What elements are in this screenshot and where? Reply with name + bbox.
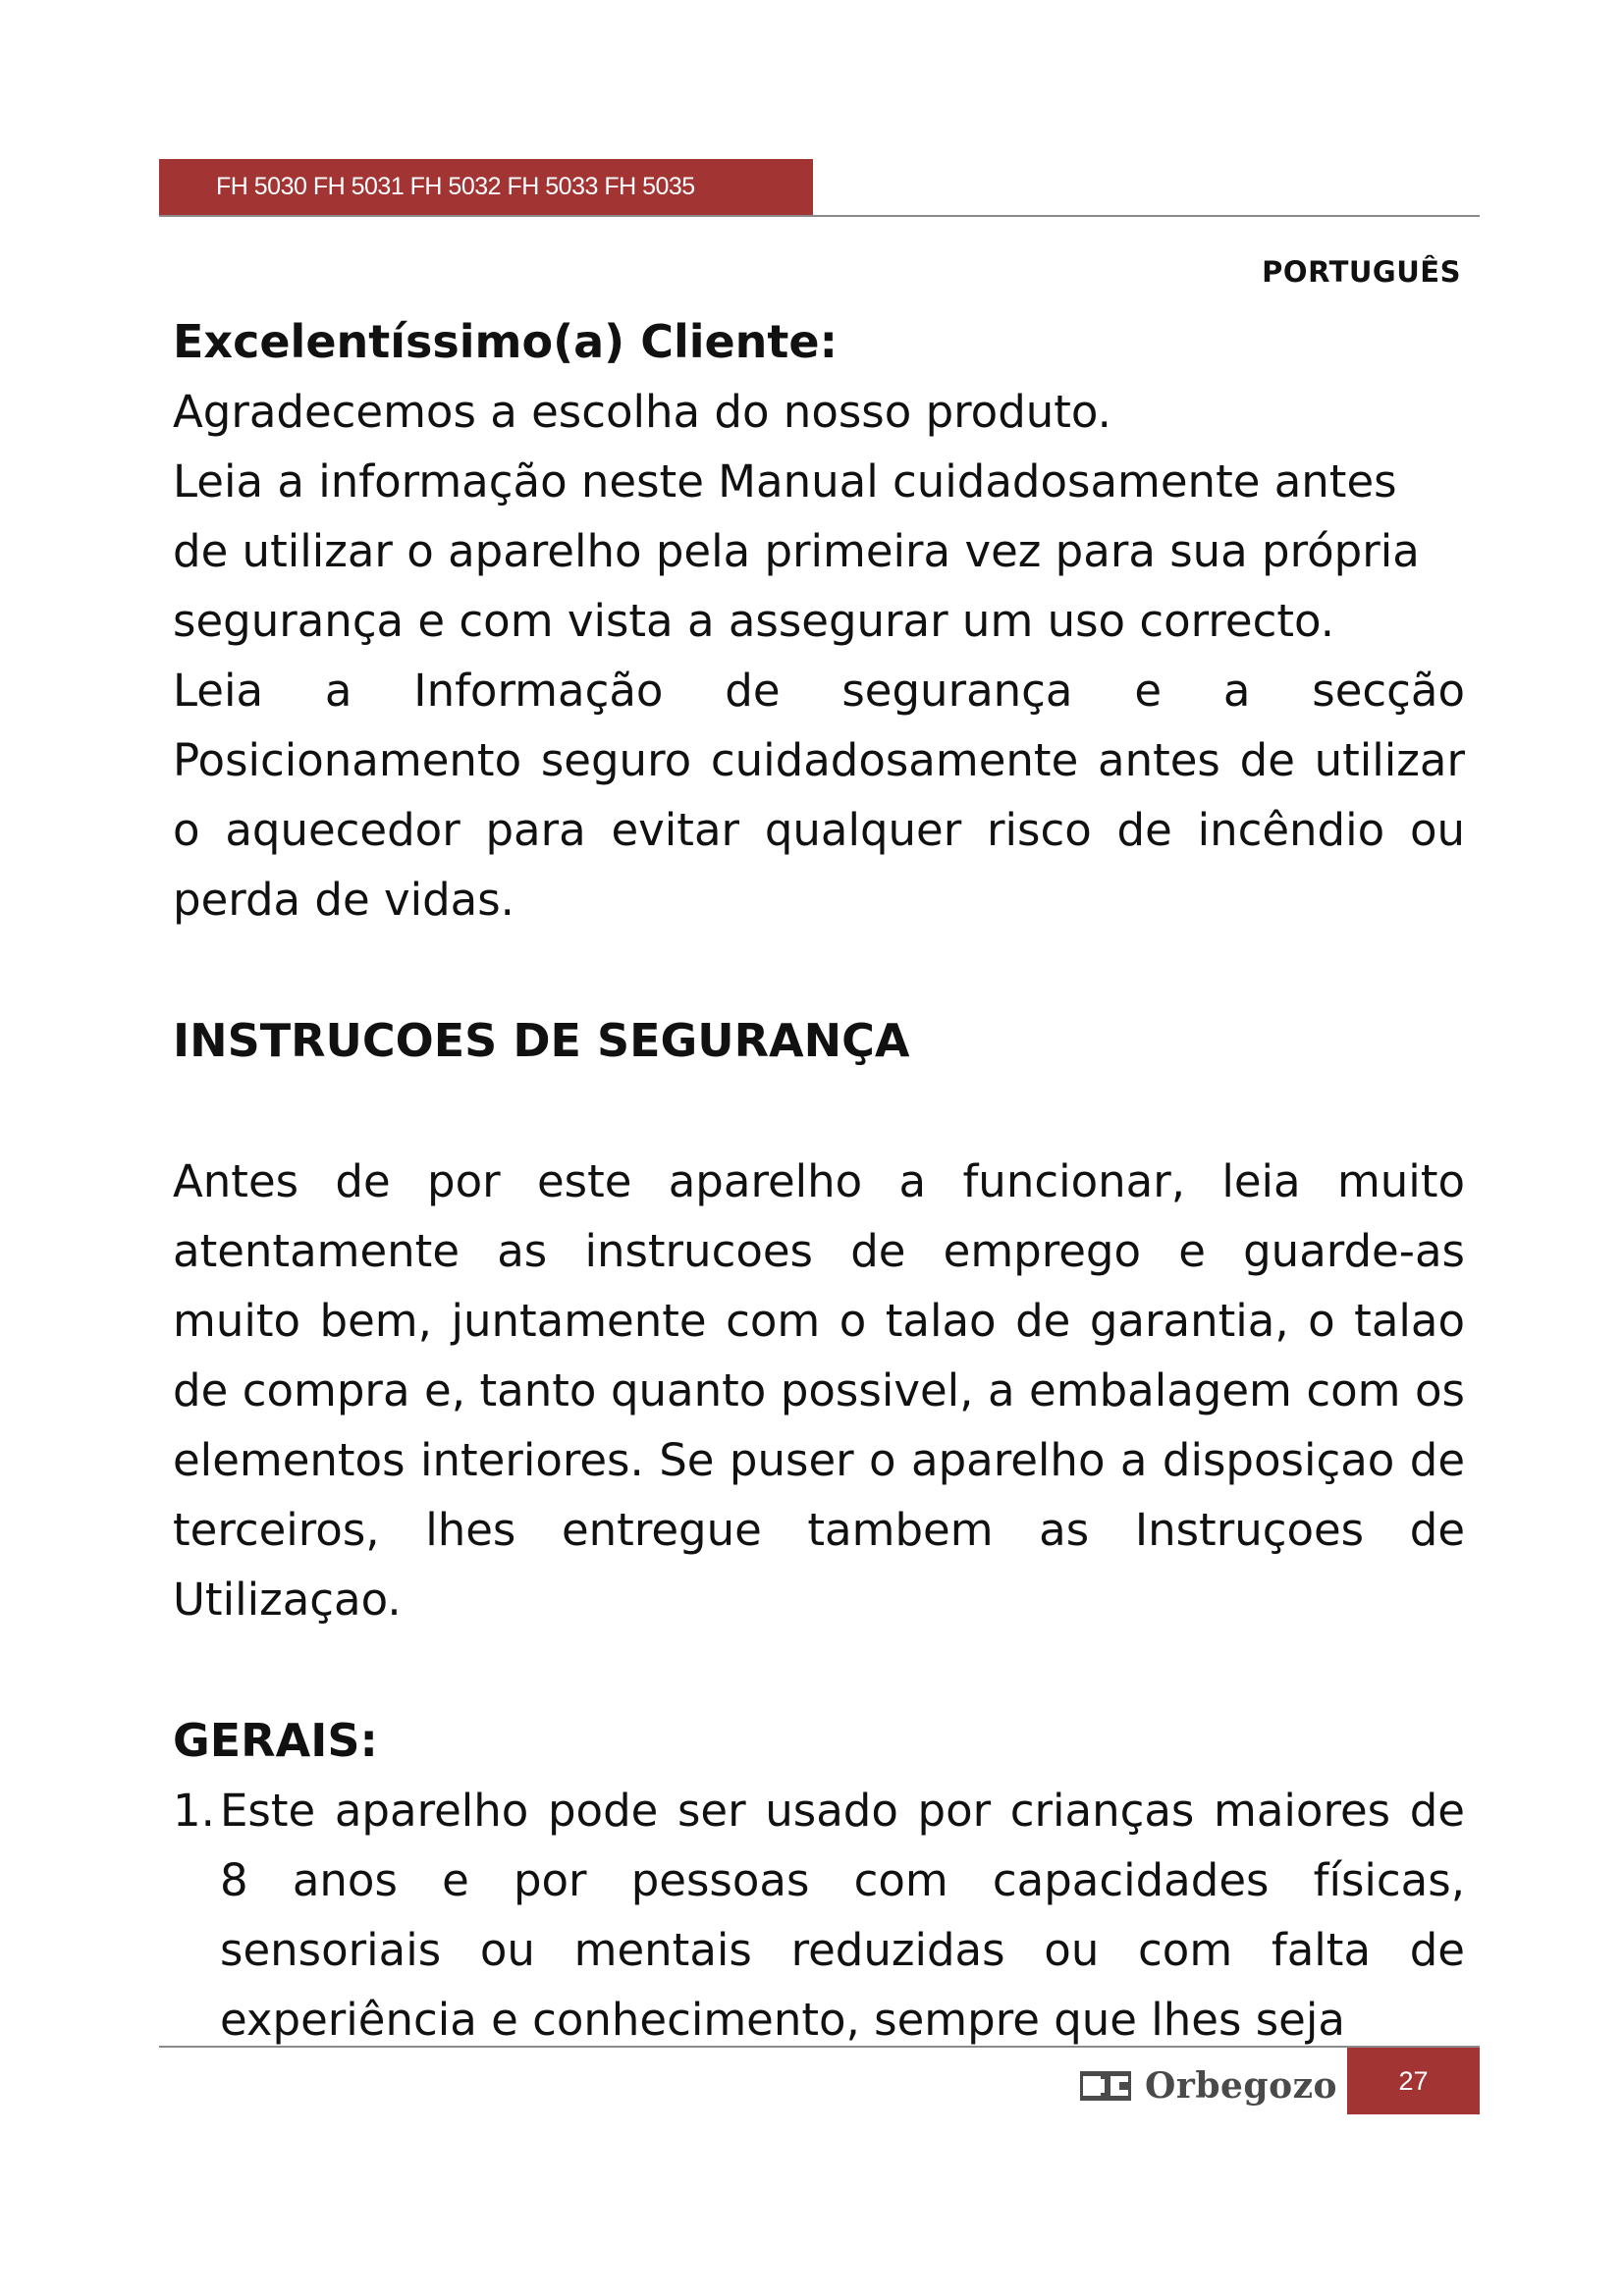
read-manual-paragraph: Leia a informação neste Manual cuidadosamente antes de utilizar o aparelho pela primeira vez para sua própria segurança e com vista a assegurar um uso correcto.: [173, 455, 1420, 647]
header-divider: [159, 215, 1480, 217]
page-number: 27: [1398, 2066, 1429, 2096]
brand-wordmark: Orbegozo: [1145, 2065, 1338, 2107]
language-label: PORTUGUÊS: [1262, 255, 1461, 289]
thanks-paragraph: Agradecemos a escolha do nosso produto.: [173, 386, 1111, 438]
model-list: FH 5030 FH 5031 FH 5032 FH 5033 FH 5035: [216, 173, 695, 200]
list-item-text: Este aparelho pode ser usado por crianças maiores de 8 anos e por pessoas com capacidades físicas, sensoriais ou mentais reduzidas ou com falta de experiência e conhecimento, sempre que lhes seja: [220, 1785, 1465, 2046]
model-header-band: [159, 159, 813, 215]
footer-divider: [159, 2046, 1480, 2048]
general-heading: GERAIS:: [173, 1714, 378, 1767]
list-item-number: 1.: [173, 1785, 215, 1837]
safety-paragraph: Antes de por este aparelho a funcionar, leia muito atentamente as instrucoes de emprego e guarde-as muito bem, juntamente com o talao de garantia, o talao de compra e, tanto quanto possivel, a embalagem com os elementos interiores. Se puser o aparelho a disposiçao de terceiros, lhes entregue tambem as Instruçoes de Utilizaçao.: [173, 1155, 1465, 1626]
page-content: [173, 306, 1465, 2055]
safety-heading: INSTRUCOES DE SEGURANÇA: [173, 1014, 910, 1067]
brand-logo: [1080, 2061, 1337, 2110]
read-safety-paragraph: Leia a Informação de segurança e a secção Posicionamento seguro cuidadosamente antes de utilizar o aquecedor para evitar qualquer risco de incêndio ou perda de vidas.: [173, 665, 1465, 926]
page-number-box: [1347, 2048, 1480, 2114]
list-item: [173, 1776, 1465, 2055]
brand-mark-icon: [1080, 2071, 1131, 2101]
greeting: Excelentíssimo(a) Cliente:: [173, 315, 839, 368]
